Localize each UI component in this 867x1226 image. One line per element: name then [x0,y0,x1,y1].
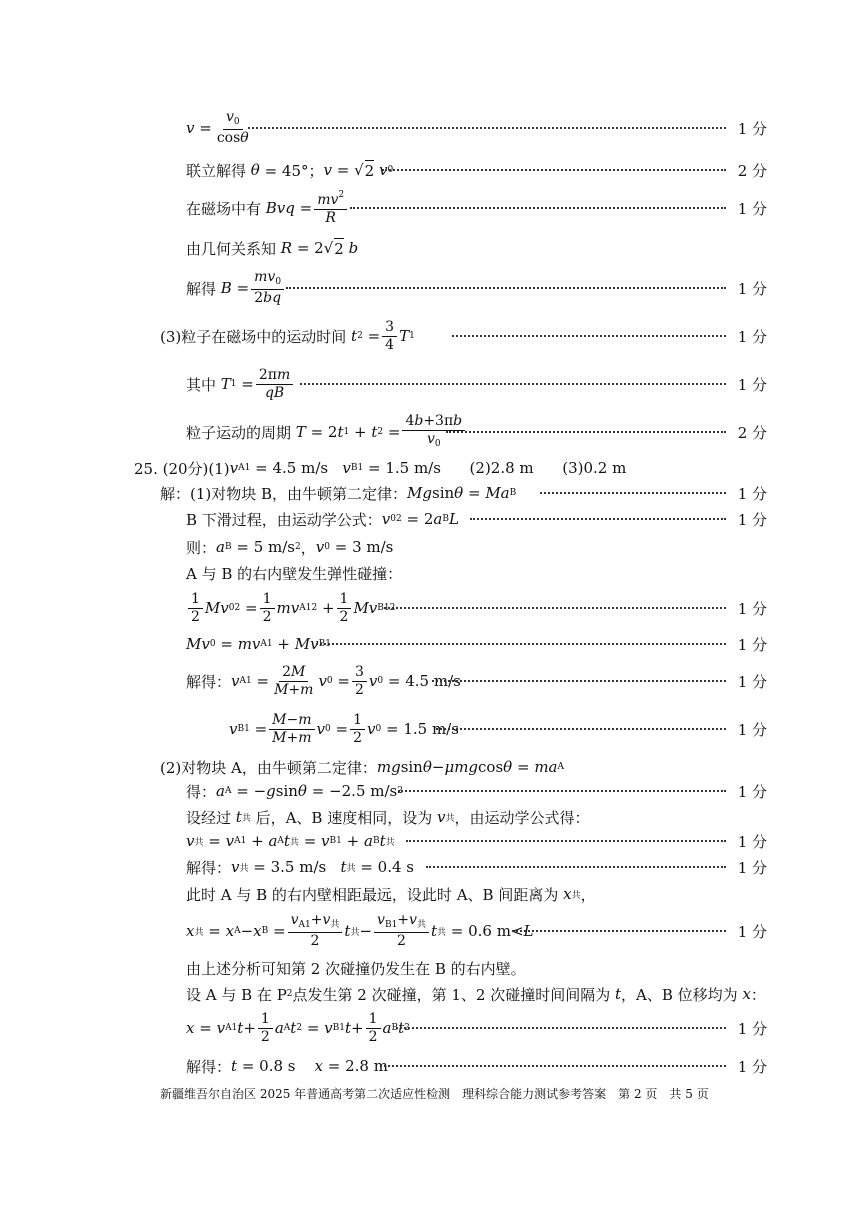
score: 1 分 [737,375,767,394]
question-header: 25. (20分)(1) v A1 = 4.5 m/s v B1 = 1.5 m/s (2)2.8 m (3)0.2 m [134,459,627,478]
score: 2 分 [737,423,767,442]
score: 1 分 [737,510,767,529]
text-line: 由上述分析可知第 2 次碰撞仍发生在 B 的右内壁。 [186,959,526,978]
equation-line: 则： a B = 5 m/s 2 ， v 0 = 3 m/s [186,538,394,557]
equation-line: 粒子运动的周期 T = 2 t 1 + t 2 = $\frac{4b+3\pi b}{v_0}$ 2 分 [0,412,867,452]
equation-line: 解得： v 共 = 3.5 m/s t 共 = 0.4 s 1 分 [0,847,867,887]
score: 1 分 [737,599,767,618]
equation-line: (2)对物块 A，由牛顿第二定律： mg sin θ − μmg cos θ = ma A [160,758,564,777]
equation-line: 得： a A = − g sin θ = −2.5 m/s 2 1 分 [0,771,867,811]
equation-line: 解得 B = $\frac{mv_0}{2bq}$ 1 分 [0,268,867,308]
equation-line: (3)粒子在磁场中的运动时间 t 2 = $\frac{3}{4}$ T 1 1 分 [0,316,867,356]
equation-line: 设经过 t 共 后，A、B 速度相同，设为 v 共 ，由运动学公式得： [186,808,590,827]
score: 1 分 [737,119,767,138]
score: 1 分 [737,484,767,503]
equation-line: 其中 T 1 = $\frac{2\pi m}{qB}$ 1 分 [0,364,867,404]
equation-line: 在磁场中有 Bvq = $\frac{mv^2}{R}$ 1 分 [0,188,867,228]
equation-line: 解得： t = 0.8 s x = 2.8 m 1 分 [0,1046,867,1086]
page-footer: 新疆维吾尔自治区 2025 年普通高考第二次适应性检测 理科综合能力测试参考答案 第 2 页 共 5 页 [160,1087,709,1101]
equation-line: x = v A1 t + $\frac{1}{2}$ a A t 2 = v B1 t + $\frac{1}{2}$ a B t 2 1 分 [0,1008,867,1048]
equation-line: 由几何关系知 R = 2√ 2 b [186,239,359,258]
equation-line: v B1 = $\frac{M-m}{M+m}$ v 0 = $\frac{1}{2}$ v 0 = 1.5 m/s 1 分 [0,709,867,749]
equation-line: x 共 = x A − x B = $\frac{v_{A1}+v_共}{2}$ t 共 − $\frac{v_{B1}+v_共}{2}$ t 共 = 0.6 m< L 1 分 [0,911,867,951]
score: 1 分 [737,858,767,877]
score: 2 分 [737,161,767,180]
equation-line: 解：(1)对物块 B，由牛顿第二定律： Mg sin θ = Ma B 1 分 [0,473,867,513]
equation-line: v 共 = v A1 + a A t 共 = v B1 + a B t 共 1 分 [0,821,867,861]
equation-line: 联立解得 θ = 45°； v = √ 2 v 0 2 分 [0,150,867,190]
equation-line: $\frac{1}{2}$ Mv 0 2 = $\frac{1}{2}$ mv A1 2 + $\frac{1}{2}$ Mv B1 2 1 分 [0,588,867,628]
score: 1 分 [737,199,767,218]
equation-line: 解得： v A1 = $\frac{2M}{M+m}$ v 0 = $\frac{3}{2}$ v 0 = 4.5 m/s 1 分 [0,661,867,701]
equation-line: Mv 0 = mv A1 + Mv B1 1 分 [0,624,867,664]
score: 1 分 [737,922,767,941]
score: 1 分 [737,279,767,298]
equation-line: B 下滑过程，由运动学公式： v 0 2 = 2 a B L 1 分 [0,499,867,539]
score: 1 分 [737,720,767,739]
equation-line: 此时 A 与 B 的右内壁相距最远，设此时 A、B 间距离为 x 共 ， [186,885,596,904]
equation-line: v = $\frac{v_0}{\cos\theta}$ 1 分 [0,108,867,148]
text-line: A 与 B 的右内壁发生弹性碰撞： [186,564,403,583]
score: 1 分 [737,1057,767,1076]
equation-line: 设 A 与 B 在 P 2 点发生第 2 次碰撞，第 1、2 次碰撞时间间隔为 t ，A、B 位移均为 x ： [186,985,766,1004]
score: 1 分 [737,832,767,851]
score: 1 分 [737,327,767,346]
score: 1 分 [737,782,767,801]
score: 1 分 [737,635,767,654]
score: 1 分 [737,1019,767,1038]
score: 1 分 [737,672,767,691]
